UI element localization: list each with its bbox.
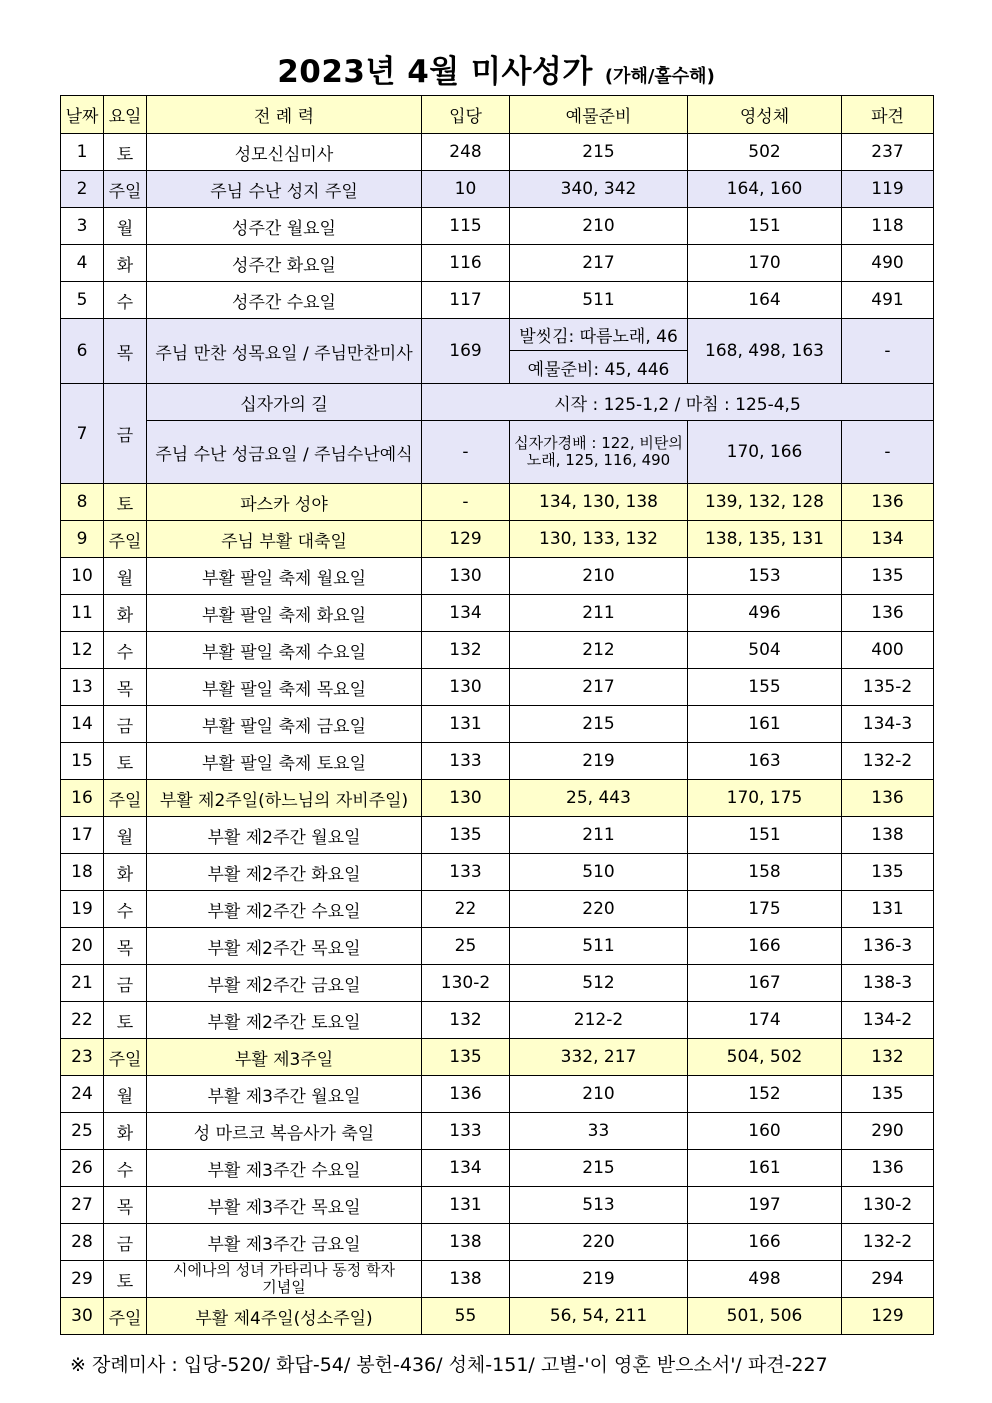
liturgy-cell: 부활 팔일 축제 목요일 (147, 669, 422, 706)
liturgy-cell: 부활 팔일 축제 월요일 (147, 558, 422, 595)
table-row (61, 1150, 934, 1187)
liturgy-cell: 시에나의 성녀 가타리나 동정 학자 기념일 (147, 1261, 422, 1298)
weekday-cell: 목 (104, 319, 147, 384)
entrance-cell: 133 (422, 1113, 510, 1150)
entrance-cell: 134 (422, 1150, 510, 1187)
communion-cell: 174 (688, 1002, 842, 1039)
liturgy-cell: 부활 제2주간 월요일 (147, 817, 422, 854)
dismissal-cell: 118 (842, 208, 934, 245)
entrance-cell: 135 (422, 1039, 510, 1076)
dismissal-cell: 132-2 (842, 743, 934, 780)
offertory-cell: 512 (510, 965, 688, 1002)
liturgy-cell: 부활 제3주간 수요일 (147, 1150, 422, 1187)
dismissal-cell: 132 (842, 1039, 934, 1076)
header-entrance: 입당 (422, 96, 510, 134)
entrance-cell: 132 (422, 1002, 510, 1039)
weekday-cell: 수 (104, 1150, 147, 1187)
entrance-cell: 130 (422, 780, 510, 817)
offertory-cell: 134, 130, 138 (510, 484, 688, 521)
dismissal-cell: 490 (842, 245, 934, 282)
dismissal-cell: 136 (842, 1150, 934, 1187)
hymn-table (60, 95, 934, 1335)
entrance-cell: 136 (422, 1076, 510, 1113)
entrance-cell: 138 (422, 1224, 510, 1261)
weekday-cell: 토 (104, 743, 147, 780)
dismissal-cell: 294 (842, 1261, 934, 1298)
date-cell: 18 (61, 854, 104, 891)
offertory-cell: 211 (510, 817, 688, 854)
weekday-cell: 주일 (104, 1298, 147, 1335)
entrance-cell: 10 (422, 171, 510, 208)
dismissal-cell: 290 (842, 1113, 934, 1150)
offertory-cell: 56, 54, 211 (510, 1298, 688, 1335)
date-cell: 20 (61, 928, 104, 965)
table-row (61, 891, 934, 928)
dismissal-cell: - (842, 421, 934, 484)
dismissal-cell: 136 (842, 780, 934, 817)
table-row (61, 817, 934, 854)
table-row (61, 743, 934, 780)
dismissal-cell: 491 (842, 282, 934, 319)
table-row (61, 282, 934, 319)
page-title (0, 46, 992, 91)
dismissal-cell: 138 (842, 817, 934, 854)
date-cell: 10 (61, 558, 104, 595)
table-row (61, 780, 934, 817)
communion-cell: 163 (688, 743, 842, 780)
entrance-cell: 138 (422, 1261, 510, 1298)
table-row (61, 706, 934, 743)
liturgy-cell: 주님 수난 성지 주일 (147, 171, 422, 208)
communion-cell: 161 (688, 706, 842, 743)
offertory-cell: 210 (510, 208, 688, 245)
communion-cell: 170, 175 (688, 780, 842, 817)
offertory-cell: 215 (510, 706, 688, 743)
offertory-cell: 217 (510, 245, 688, 282)
dismissal-cell: 136 (842, 595, 934, 632)
date-cell: 3 (61, 208, 104, 245)
date-cell: 28 (61, 1224, 104, 1261)
communion-cell: 164 (688, 282, 842, 319)
entrance-cell: 130 (422, 669, 510, 706)
communion-cell: 166 (688, 928, 842, 965)
communion-cell: 161 (688, 1150, 842, 1187)
liturgy-cell: 부활 제2주간 화요일 (147, 854, 422, 891)
offertory-cell: 215 (510, 1150, 688, 1187)
header-date: 날짜 (61, 96, 104, 134)
offertory-cell: 210 (510, 1076, 688, 1113)
header-offertory: 예물준비 (510, 96, 688, 134)
liturgy-cell: 파스카 성야 (147, 484, 422, 521)
date-cell: 21 (61, 965, 104, 1002)
offertory-cell-veneration: 십자가경배 : 122, 비탄의노래, 125, 116, 490 (510, 421, 688, 484)
header-row (61, 96, 934, 134)
weekday-cell: 월 (104, 208, 147, 245)
weekday-cell: 수 (104, 632, 147, 669)
title-sub: (가해/홀수해) (604, 66, 715, 87)
liturgy-cell: 부활 제2주일(하느님의 자비주일) (147, 780, 422, 817)
communion-cell: 175 (688, 891, 842, 928)
table-row (61, 669, 934, 706)
date-cell: 15 (61, 743, 104, 780)
liturgy-cell: 부활 팔일 축제 화요일 (147, 595, 422, 632)
entrance-cell: 135 (422, 817, 510, 854)
liturgy-cell: 부활 제3주간 월요일 (147, 1076, 422, 1113)
weekday-cell: 목 (104, 928, 147, 965)
weekday-cell: 월 (104, 817, 147, 854)
entrance-cell: 25 (422, 928, 510, 965)
weekday-cell: 목 (104, 1187, 147, 1224)
offertory-cell: 220 (510, 891, 688, 928)
dismissal-cell: 136 (842, 484, 934, 521)
offertory-cell: 212 (510, 632, 688, 669)
dismissal-cell: 130-2 (842, 1187, 934, 1224)
liturgy-cell: 주님 수난 성금요일 / 주님수난예식 (147, 421, 422, 484)
date-cell: 22 (61, 1002, 104, 1039)
dismissal-cell: 135 (842, 1076, 934, 1113)
table-row (61, 1298, 934, 1335)
table-row (61, 171, 934, 208)
entrance-cell: 133 (422, 854, 510, 891)
dismissal-cell: 400 (842, 632, 934, 669)
date-cell: 2 (61, 171, 104, 208)
dismissal-cell: 135-2 (842, 669, 934, 706)
weekday-cell: 수 (104, 891, 147, 928)
dismissal-cell: 119 (842, 171, 934, 208)
weekday-cell: 토 (104, 1261, 147, 1298)
liturgy-cell: 부활 팔일 축제 수요일 (147, 632, 422, 669)
date-cell: 5 (61, 282, 104, 319)
offertory-cell: 219 (510, 743, 688, 780)
communion-cell: 504 (688, 632, 842, 669)
table-row (61, 1002, 934, 1039)
date-cell: 26 (61, 1150, 104, 1187)
dismissal-cell: 132-2 (842, 1224, 934, 1261)
entrance-cell: 132 (422, 632, 510, 669)
weekday-cell: 토 (104, 1002, 147, 1039)
date-cell: 25 (61, 1113, 104, 1150)
date-cell: 11 (61, 595, 104, 632)
table-row (61, 1187, 934, 1224)
communion-cell: 158 (688, 854, 842, 891)
weekday-cell: 월 (104, 1076, 147, 1113)
weekday-cell: 금 (104, 384, 147, 484)
weekday-cell: 주일 (104, 780, 147, 817)
entrance-cell: 117 (422, 282, 510, 319)
communion-cell: 160 (688, 1113, 842, 1150)
offertory-cell: 511 (510, 928, 688, 965)
dismissal-cell: 136-3 (842, 928, 934, 965)
communion-cell: 170, 166 (688, 421, 842, 484)
entrance-cell: 116 (422, 245, 510, 282)
communion-cell: 166 (688, 1224, 842, 1261)
dismissal-cell: 131 (842, 891, 934, 928)
table-row (61, 854, 934, 891)
header-liturgy: 전 례 력 (147, 96, 422, 134)
header-dismissal: 파견 (842, 96, 934, 134)
weekday-cell: 목 (104, 669, 147, 706)
weekday-cell: 화 (104, 1113, 147, 1150)
liturgy-cell: 성주간 월요일 (147, 208, 422, 245)
liturgy-cell: 부활 제3주간 목요일 (147, 1187, 422, 1224)
liturgy-cell: 부활 제4주일(성소주일) (147, 1298, 422, 1335)
dismissal-cell: 129 (842, 1298, 934, 1335)
entrance-cell: 55 (422, 1298, 510, 1335)
entrance-cell: 131 (422, 1187, 510, 1224)
offertory-cell: 210 (510, 558, 688, 595)
offertory-cell-footwashing: 발씻김: 따름노래, 46 (510, 319, 688, 351)
table-row (61, 1076, 934, 1113)
dismissal-cell: 134-2 (842, 1002, 934, 1039)
offertory-cell: 332, 217 (510, 1039, 688, 1076)
date-cell: 8 (61, 484, 104, 521)
communion-cell: 170 (688, 245, 842, 282)
table-row (61, 208, 934, 245)
table-row (61, 1224, 934, 1261)
dismissal-cell: 237 (842, 134, 934, 171)
date-cell: 27 (61, 1187, 104, 1224)
weekday-cell: 화 (104, 245, 147, 282)
header-communion: 영성체 (688, 96, 842, 134)
date-cell: 23 (61, 1039, 104, 1076)
date-cell: 12 (61, 632, 104, 669)
offertory-cell: 33 (510, 1113, 688, 1150)
date-cell: 7 (61, 384, 104, 484)
liturgy-cell: 성 마르코 복음사가 축일 (147, 1113, 422, 1150)
date-cell: 24 (61, 1076, 104, 1113)
liturgy-cell: 부활 제2주간 목요일 (147, 928, 422, 965)
table-row (61, 558, 934, 595)
date-cell: 6 (61, 319, 104, 384)
offertory-cell: 217 (510, 669, 688, 706)
offertory-cell: 513 (510, 1187, 688, 1224)
table-row (61, 928, 934, 965)
communion-cell: 164, 160 (688, 171, 842, 208)
weekday-cell: 금 (104, 706, 147, 743)
liturgy-cell: 부활 팔일 축제 금요일 (147, 706, 422, 743)
communion-cell: 152 (688, 1076, 842, 1113)
date-cell: 30 (61, 1298, 104, 1335)
weekday-cell: 주일 (104, 171, 147, 208)
date-cell: 14 (61, 706, 104, 743)
dismissal-cell: - (842, 319, 934, 384)
communion-cell: 151 (688, 208, 842, 245)
dismissal-cell: 138-3 (842, 965, 934, 1002)
communion-cell: 138, 135, 131 (688, 521, 842, 558)
communion-cell: 151 (688, 817, 842, 854)
header-weekday: 요일 (104, 96, 147, 134)
weekday-cell: 금 (104, 1224, 147, 1261)
communion-cell: 167 (688, 965, 842, 1002)
liturgy-cell: 부활 제3주간 금요일 (147, 1224, 422, 1261)
entrance-cell: 115 (422, 208, 510, 245)
communion-cell: 197 (688, 1187, 842, 1224)
table-row (61, 1113, 934, 1150)
weekday-cell: 화 (104, 854, 147, 891)
offertory-cell-gifts: 예물준비: 45, 446 (510, 351, 688, 384)
entrance-cell: - (422, 421, 510, 484)
table-row (61, 521, 934, 558)
liturgy-cell: 주님 만찬 성목요일 / 주님만찬미사 (147, 319, 422, 384)
entrance-cell: 130-2 (422, 965, 510, 1002)
entrance-cell: 248 (422, 134, 510, 171)
entrance-cell: 134 (422, 595, 510, 632)
title-main: 2023년 4월 미사성가 (277, 54, 593, 90)
table-row (61, 484, 934, 521)
table-row-day7-sub (61, 421, 934, 484)
table-row-day6 (61, 319, 934, 351)
date-cell: 4 (61, 245, 104, 282)
date-cell: 1 (61, 134, 104, 171)
date-cell: 17 (61, 817, 104, 854)
entrance-cell: 129 (422, 521, 510, 558)
communion-cell: 496 (688, 595, 842, 632)
communion-cell: 502 (688, 134, 842, 171)
offertory-cell: 219 (510, 1261, 688, 1298)
weekday-cell: 주일 (104, 521, 147, 558)
liturgy-cell: 성주간 화요일 (147, 245, 422, 282)
table-row (61, 1261, 934, 1298)
entrance-cell: 131 (422, 706, 510, 743)
entrance-cell: 133 (422, 743, 510, 780)
way-of-cross-hymns: 시작 : 125-1,2 / 마침 : 125-4,5 (422, 384, 934, 421)
dismissal-cell: 134-3 (842, 706, 934, 743)
offertory-cell: 340, 342 (510, 171, 688, 208)
offertory-cell: 511 (510, 282, 688, 319)
date-cell: 9 (61, 521, 104, 558)
dismissal-cell: 135 (842, 558, 934, 595)
entrance-cell: 22 (422, 891, 510, 928)
liturgy-cell: 주님 부활 대축일 (147, 521, 422, 558)
dismissal-cell: 134 (842, 521, 934, 558)
date-cell: 19 (61, 891, 104, 928)
date-cell: 29 (61, 1261, 104, 1298)
communion-cell: 155 (688, 669, 842, 706)
date-cell: 13 (61, 669, 104, 706)
entrance-cell: 130 (422, 558, 510, 595)
offertory-cell: 220 (510, 1224, 688, 1261)
offertory-cell: 212-2 (510, 1002, 688, 1039)
offertory-cell: 215 (510, 134, 688, 171)
liturgy-cell: 성모신심미사 (147, 134, 422, 171)
offertory-cell: 130, 133, 132 (510, 521, 688, 558)
table-row (61, 134, 934, 171)
offertory-cell: 211 (510, 595, 688, 632)
weekday-cell: 금 (104, 965, 147, 1002)
weekday-cell: 토 (104, 134, 147, 171)
offertory-cell: 510 (510, 854, 688, 891)
funeral-mass-footnote: ※ 장례미사 : 입당-520/ 화답-54/ 봉헌-436/ 성체-151/ 고별-'이 영혼 받으소서'/ 파견-227 (70, 1354, 828, 1376)
offertory-cell: 25, 443 (510, 780, 688, 817)
liturgy-cell: 부활 제2주간 금요일 (147, 965, 422, 1002)
weekday-cell: 월 (104, 558, 147, 595)
communion-cell: 153 (688, 558, 842, 595)
weekday-cell: 주일 (104, 1039, 147, 1076)
communion-cell: 501, 506 (688, 1298, 842, 1335)
communion-cell: 139, 132, 128 (688, 484, 842, 521)
table-row (61, 632, 934, 669)
table-row (61, 1039, 934, 1076)
table-row (61, 595, 934, 632)
entrance-cell: 169 (422, 319, 510, 384)
communion-cell: 504, 502 (688, 1039, 842, 1076)
liturgy-cell: 부활 제2주간 토요일 (147, 1002, 422, 1039)
liturgy-cell: 부활 제3주일 (147, 1039, 422, 1076)
date-cell: 16 (61, 780, 104, 817)
entrance-cell: - (422, 484, 510, 521)
liturgy-cell-way-of-cross: 십자가의 길 (147, 384, 422, 421)
weekday-cell: 수 (104, 282, 147, 319)
dismissal-cell: 135 (842, 854, 934, 891)
table-row (61, 245, 934, 282)
weekday-cell: 토 (104, 484, 147, 521)
weekday-cell: 화 (104, 595, 147, 632)
liturgy-cell: 부활 제2주간 수요일 (147, 891, 422, 928)
communion-cell: 168, 498, 163 (688, 319, 842, 384)
communion-cell: 498 (688, 1261, 842, 1298)
table-row-day7 (61, 384, 934, 421)
liturgy-cell: 부활 팔일 축제 토요일 (147, 743, 422, 780)
liturgy-cell: 성주간 수요일 (147, 282, 422, 319)
table-row (61, 965, 934, 1002)
